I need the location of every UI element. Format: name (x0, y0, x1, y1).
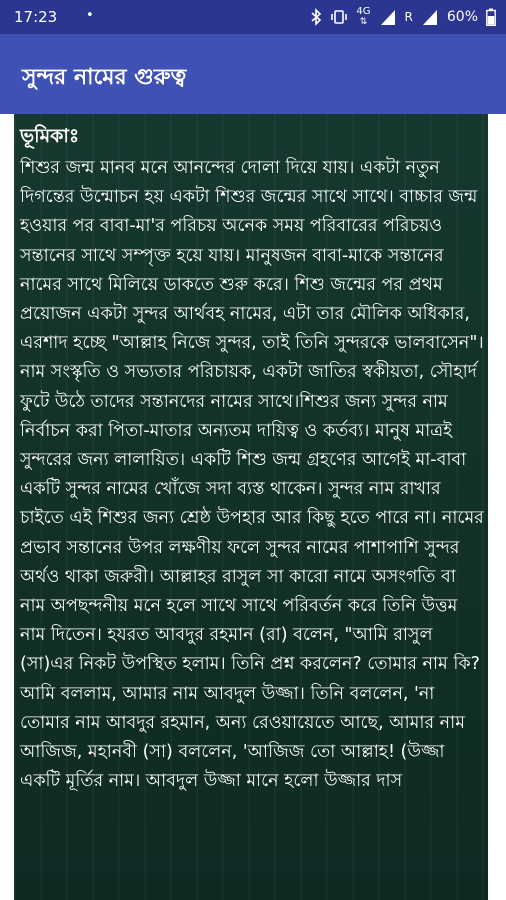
network-4g-icon: 4G ⇅ (356, 6, 371, 27)
status-time: 17:23 (14, 8, 58, 26)
page-title: সুন্দর নামের গুরুত্ব (22, 65, 187, 90)
status-icons (310, 6, 496, 28)
network-type-label: 4G (356, 6, 371, 17)
signal-icon (379, 8, 397, 26)
battery-percent: 60% (446, 9, 478, 25)
vibrate-icon (330, 9, 348, 25)
roaming-label: R (404, 10, 413, 24)
bluetooth-icon (310, 8, 322, 26)
article-content[interactable] (14, 114, 488, 900)
battery-icon (486, 8, 496, 26)
article-body: শিশুর জন্ম মানব মনে আনন্দের দোলা দিয়ে যায়। একটা নতুন দিগন্তের উন্মোচন হয় একটা শিশুর জন্মের সাথে সাথে। বাচ্চার জন্ম হওয়ার পর বাবা-মা'র পরিচয় অনেক সময় পরিবারের পরিচয়ও সন্তানের সাথে সম্পৃক্ত হয়ে যায়। মানুষজন বাবা-মাকে সন্তানের নামের সাথে মিলিয়ে ডাকতে শুরু করে। শিশু জন্মের পর প্রথম প্রয়োজন একটা সুন্দর আর্থবহ নামের, এটা তার মৌলিক অধিকার, এরশাদ হচ্ছে "আল্লাহ নিজে সুন্দর, তাই তিনি সুন্দরকে ভালবাসেন"। নাম সংস্কৃতি ও সভ্যতার পরিচায়ক, একটা জাতির স্বকীয়তা, সৌহার্দ ফুটে উঠে তাদের সন্তানদের নামের সাথে।শিশুর জন্য সুন্দর নাম নির্বাচন করা পিতা-মাতার অন্যতম দায়িত্ব ও কর্তব্য। মানুষ মাত্রই সুন্দরের জন্য লালায়িত। একটি শিশু জন্ম গ্রহণের আগেই মা-বাবা একটি সুন্দর নামের খোঁজে সদা ব্যস্ত থাকেন। সুন্দর নাম রাখার চাইতে এই শিশুর জন্য শ্রেষ্ঠ উপহার আর কিছু হতে পারে না। নামের প্রভাব সন্তানের উপর লক্ষণীয় ফলে সুন্দর নামের পাশাপাশি সুন্দর অর্থও থাকা জরুরী। আল্লাহর রাসুল সা কারো নামে অসংগতি বা নাম অপছন্দনীয় মনে হলে সাথে সাথে পরিবর্তন করে তিনি উত্তম নাম দিতেন। হযরত আবদুর রহমান (রা) বলেন, "আমি রাসুল (সা)এর নিকট উপস্থিত হলাম। তিনি প্রশ্ন করলেন? তোমার নাম কি? আমি বললাম, আমার নাম আবদুল উজ্জা। তিনি বললেন, 'না তোমার নাম আবদুর রহমান, অন্য রেওয়ায়েতে আছে, আমার নাম আজিজ, মহানবী (সা) বললেন, 'আজিজ তো আল্লাহ! (উজ্জা একটি মূর্তির নাম। আবদুল উজ্জা মানে হলো উজ্জার দাস (20, 158, 484, 792)
section-heading: ভূমিকাঃ (20, 125, 80, 147)
app-bar (0, 34, 506, 114)
signal-2-icon (421, 8, 439, 26)
notification-dot: • (86, 8, 94, 23)
status-bar (0, 0, 506, 34)
